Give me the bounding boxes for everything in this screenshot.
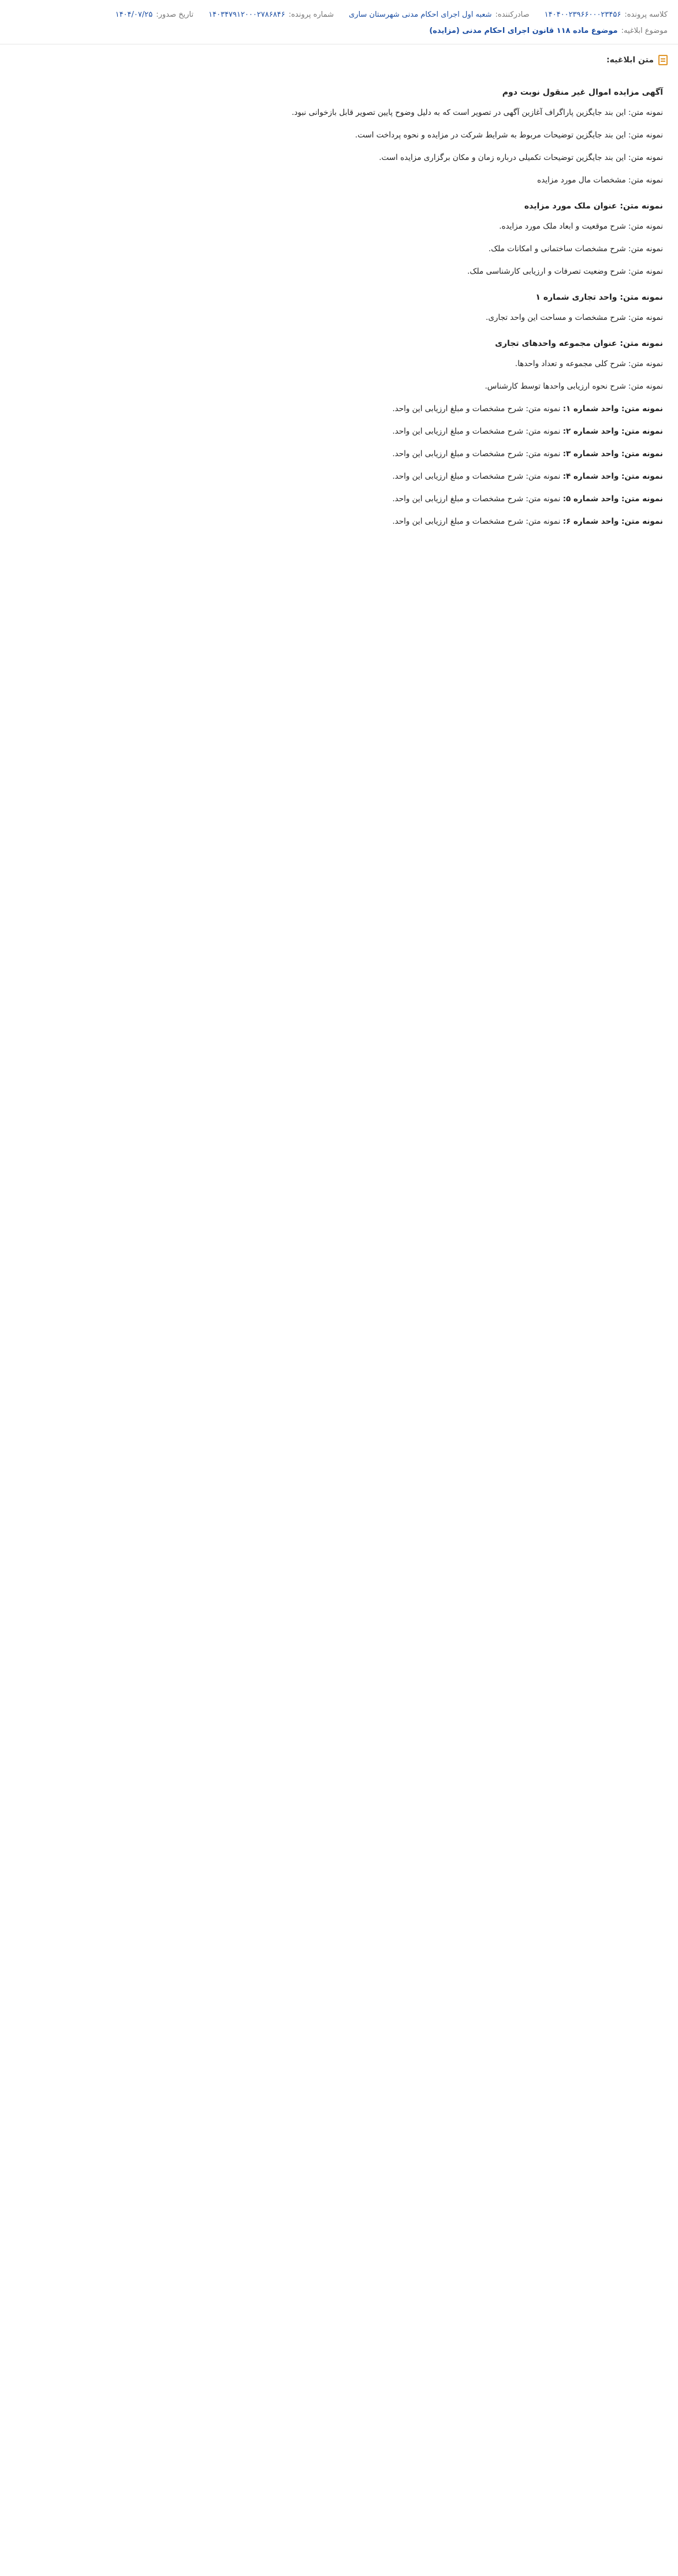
complex-paragraph: نمونه متن: شرح نحوه ارزیابی واحدها توسط کارشناس. <box>485 382 663 391</box>
unit-item <box>15 491 663 507</box>
issuer-value: شعبه اول اجرای احکام مدنی شهرستان ساری <box>348 10 492 19</box>
paragraph: نمونه متن: این بند جایگزین توضیحات مربوط به شرایط شرکت در مزایده و نحوه پرداخت است. <box>355 131 663 140</box>
unit-item <box>15 469 663 484</box>
unit-text: نمونه متن: شرح مشخصات و مبلغ ارزیابی این واحد. <box>392 472 561 481</box>
notice-content <box>0 71 678 560</box>
notice-number-value: ۱۴۰۳۴۷۹۱۲۰۰۰۲۷۸۶۸۴۶ <box>208 10 285 19</box>
unit-text: نمونه متن: شرح مشخصات و مبلغ ارزیابی این واحد. <box>392 427 561 436</box>
unit-item <box>15 424 663 439</box>
subject-value: موضوع ماده ۱۱۸ قانون اجرای احکام مدنی (مزایده) <box>429 27 618 35</box>
class-number <box>545 8 668 22</box>
complex-heading: نمونه متن: عنوان مجموعه واحدهای تجاری <box>495 339 663 348</box>
property-paragraph: نمونه متن: شرح موقعیت و ابعاد ملک مورد مزایده. <box>499 222 663 231</box>
class-number-value: ۱۴۰۴۰۰۲۳۹۶۶۰۰۰۲۳۴۵۶ <box>544 10 621 19</box>
paragraph: نمونه متن: این بند جایگزین پاراگراف آغازین آگهی در تصویر است که به دلیل وضوح پایین تصویر قابل بازخوانی نبود. <box>292 108 663 117</box>
unit-label: نمونه متن: واحد شماره ۵: <box>562 494 663 504</box>
notice-number-label: شماره پرونده: <box>288 10 334 19</box>
issue-date <box>116 8 193 22</box>
issue-date-value: ۱۴۰۴/۰۷/۲۵ <box>115 10 153 19</box>
issuer-label: صادرکننده: <box>495 10 530 19</box>
spec-intro: نمونه متن: مشخصات مال مورد مزایده <box>537 176 663 185</box>
document-icon <box>658 55 668 65</box>
unit-item <box>15 401 663 417</box>
unit1-heading: نمونه متن: واحد تجاری شماره ۱ <box>535 293 663 302</box>
notice-text-title-label: متن ابلاغیه: <box>606 55 654 65</box>
complex-paragraph: نمونه متن: شرح کلی مجموعه و تعداد واحدها. <box>515 359 663 368</box>
subject-row <box>10 24 668 38</box>
notice-number <box>208 8 334 22</box>
unit-text: نمونه متن: شرح مشخصات و مبلغ ارزیابی این واحد. <box>392 404 561 413</box>
unit-label: نمونه متن: واحد شماره ۳: <box>562 449 663 458</box>
class-number-label: کلاسه پرونده: <box>624 10 668 19</box>
subject-label: موضوع ابلاغیه: <box>621 27 668 35</box>
intro-title: آگهی مزایده اموال غیر منقول نوبت دوم <box>502 88 663 97</box>
property-paragraph: نمونه متن: شرح وضعیت تصرفات و ارزیابی کارشناسی ملک. <box>467 267 663 276</box>
unit-label: نمونه متن: واحد شماره ۴: <box>562 472 663 481</box>
unit-label: نمونه متن: واحد شماره ۱: <box>562 404 663 413</box>
unit1-paragraph: نمونه متن: شرح مشخصات و مساحت این واحد تجاری. <box>486 313 663 322</box>
paragraph: نمونه متن: این بند جایگزین توضیحات تکمیلی درباره زمان و مکان برگزاری مزایده است. <box>379 153 663 162</box>
issue-date-label: تاریخ صدور: <box>156 10 194 19</box>
unit-text: نمونه متن: شرح مشخصات و مبلغ ارزیابی این واحد. <box>392 517 561 526</box>
unit-text: نمونه متن: شرح مشخصات و مبلغ ارزیابی این واحد. <box>392 494 561 504</box>
unit-label: نمونه متن: واحد شماره ۲: <box>562 427 663 436</box>
meta-row <box>10 8 668 22</box>
unit-label: نمونه متن: واحد شماره ۶: <box>562 517 663 526</box>
property-heading: نمونه متن: عنوان ملک مورد مزایده <box>524 202 663 211</box>
issuer <box>349 8 530 22</box>
document-header <box>0 0 678 44</box>
notice-page <box>0 0 678 560</box>
unit-text: نمونه متن: شرح مشخصات و مبلغ ارزیابی این واحد. <box>392 449 561 458</box>
unit-item <box>15 446 663 462</box>
unit-item <box>15 514 663 530</box>
notice-text-title <box>0 44 678 71</box>
property-paragraph: نمونه متن: شرح مشخصات ساختمانی و امکانات ملک. <box>488 244 663 254</box>
